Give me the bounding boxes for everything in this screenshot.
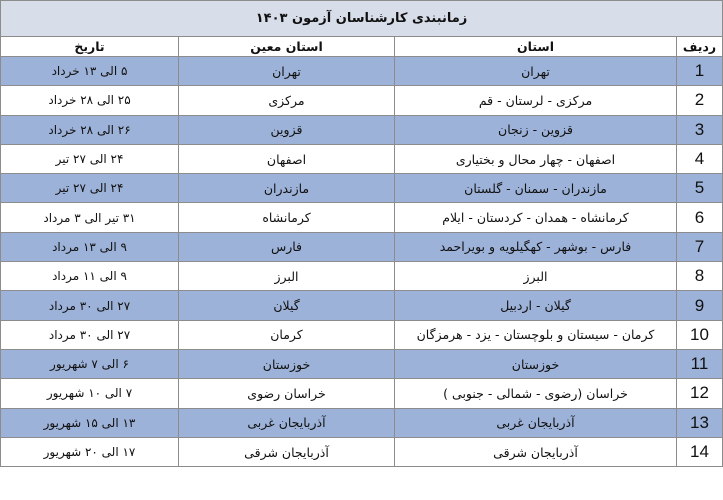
row-number: 13	[677, 408, 723, 437]
row-center-province: اصفهان	[179, 144, 395, 173]
row-provinces: کرمانشاه - همدان - کردستان - ایلام	[395, 203, 677, 232]
table-row	[1, 408, 723, 437]
table-row	[1, 232, 723, 261]
table-row	[1, 115, 723, 144]
row-provinces: آذربایجان غربی	[395, 408, 677, 437]
row-number: 8	[677, 262, 723, 291]
table-row	[1, 144, 723, 173]
row-date: ۲۴ الی ۲۷ تیر	[1, 174, 179, 203]
row-number: 7	[677, 232, 723, 261]
row-provinces: خراسان (رضوی - شمالی - جنوبی )	[395, 379, 677, 408]
row-number: 12	[677, 379, 723, 408]
row-provinces: مازندران - سمنان - گلستان	[395, 174, 677, 203]
row-number: 11	[677, 349, 723, 378]
header-row	[1, 37, 723, 57]
row-center-province: مازندران	[179, 174, 395, 203]
header-date: تاریخ	[1, 37, 179, 57]
table-row	[1, 320, 723, 349]
row-provinces: فارس - بوشهر - کهگیلویه و بویراحمد	[395, 232, 677, 261]
table-row	[1, 203, 723, 232]
row-center-province: تهران	[179, 57, 395, 86]
row-date: ۱۳ الی ۱۵ شهریور	[1, 408, 179, 437]
row-date: ۱۷ الی ۲۰ شهریور	[1, 437, 179, 466]
schedule-table-body	[1, 1, 723, 467]
row-date: ۷ الی ۱۰ شهریور	[1, 379, 179, 408]
row-center-province: کرمان	[179, 320, 395, 349]
table-row	[1, 379, 723, 408]
row-center-province: کرمانشاه	[179, 203, 395, 232]
row-provinces: آذربایجان شرقی	[395, 437, 677, 466]
row-provinces: قزوین - زنجان	[395, 115, 677, 144]
header-row-number: ردیف	[677, 37, 723, 57]
table-title: زمانبندی کارشناسان آزمون ۱۴۰۳	[1, 1, 723, 37]
row-number: 9	[677, 291, 723, 320]
row-date: ۲۷ الی ۳۰ مرداد	[1, 320, 179, 349]
row-provinces: کرمان - سیستان و بلوچستان - یزد - هرمزگان	[395, 320, 677, 349]
row-center-province: فارس	[179, 232, 395, 261]
title-row	[1, 1, 723, 37]
row-number: 6	[677, 203, 723, 232]
row-date: ۹ الی ۱۱ مرداد	[1, 262, 179, 291]
row-number: 10	[677, 320, 723, 349]
row-date: ۲۷ الی ۳۰ مرداد	[1, 291, 179, 320]
row-center-province: قزوین	[179, 115, 395, 144]
header-center: استان معین	[179, 37, 395, 57]
table-row	[1, 57, 723, 86]
row-center-province: خوزستان	[179, 349, 395, 378]
row-provinces: مرکزی - لرستان - قم	[395, 86, 677, 115]
row-provinces: اصفهان - چهار محال و بختیاری	[395, 144, 677, 173]
table-row	[1, 349, 723, 378]
row-number: 3	[677, 115, 723, 144]
row-date: ۲۶ الی ۲۸ خرداد	[1, 115, 179, 144]
table-row	[1, 262, 723, 291]
row-provinces: خوزستان	[395, 349, 677, 378]
row-number: 14	[677, 437, 723, 466]
row-date: ۳۱ تیر الی ۳ مرداد	[1, 203, 179, 232]
row-provinces: البرز	[395, 262, 677, 291]
row-date: ۲۵ الی ۲۸ خرداد	[1, 86, 179, 115]
row-center-province: آذربایجان شرقی	[179, 437, 395, 466]
row-center-province: البرز	[179, 262, 395, 291]
row-provinces: گیلان - اردبیل	[395, 291, 677, 320]
row-number: 4	[677, 144, 723, 173]
row-center-province: خراسان رضوی	[179, 379, 395, 408]
row-number: 5	[677, 174, 723, 203]
table-row	[1, 86, 723, 115]
row-date: ۶ الی ۷ شهریور	[1, 349, 179, 378]
row-number: 2	[677, 86, 723, 115]
row-center-province: گیلان	[179, 291, 395, 320]
row-number: 1	[677, 57, 723, 86]
row-center-province: مرکزی	[179, 86, 395, 115]
table-row	[1, 174, 723, 203]
table-row	[1, 291, 723, 320]
row-center-province: آذربایجان غربی	[179, 408, 395, 437]
row-date: ۹ الی ۱۳ مرداد	[1, 232, 179, 261]
row-date: ۲۴ الی ۲۷ تیر	[1, 144, 179, 173]
row-provinces: تهران	[395, 57, 677, 86]
row-date: ۵ الی ۱۳ خرداد	[1, 57, 179, 86]
header-provinces: استان	[395, 37, 677, 57]
table-row	[1, 437, 723, 466]
